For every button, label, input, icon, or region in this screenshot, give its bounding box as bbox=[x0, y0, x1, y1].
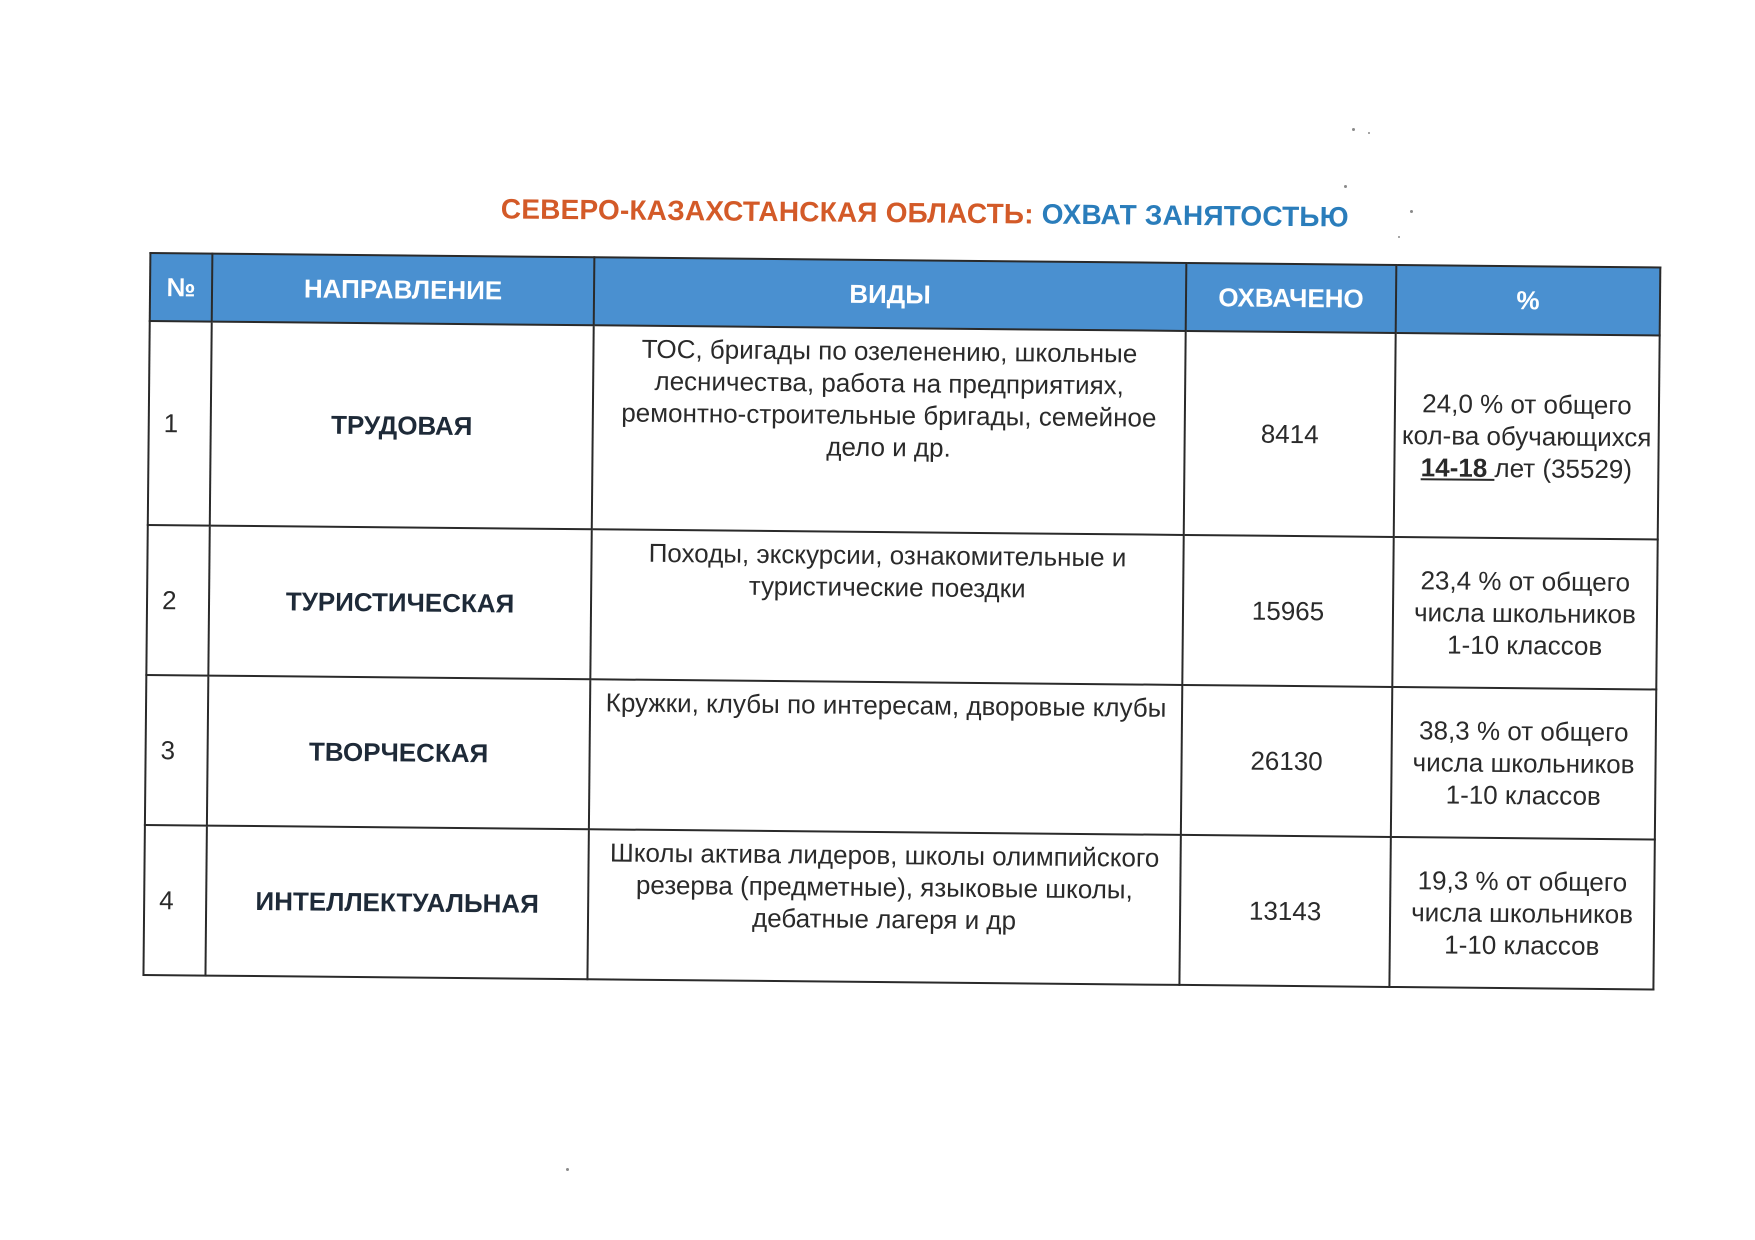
page-title bbox=[150, 190, 1660, 236]
scan-speck bbox=[1352, 128, 1355, 131]
row-direction: ТРУДОВАЯ bbox=[210, 322, 594, 530]
row-direction: ТВОРЧЕСКАЯ bbox=[207, 676, 590, 830]
percent-text-end: лет (35529) bbox=[1494, 452, 1633, 485]
percent-text: 24,0 % от общего кол-ва обучающихся bbox=[1401, 388, 1652, 453]
row-types: Школы актива лидеров, школы олимпийского резерва (предметные), языковые школы, дебатные лагеря и др bbox=[587, 829, 1180, 985]
row-num: 2 bbox=[146, 525, 209, 676]
table-row bbox=[143, 825, 1654, 989]
table-row bbox=[146, 525, 1657, 689]
header-direction: НАПРАВЛЕНИЕ bbox=[212, 254, 595, 326]
title-region: СЕВЕРО-КАЗАХСТАНСКАЯ ОБЛАСТЬ: bbox=[500, 193, 1034, 230]
scan-speck bbox=[1368, 132, 1370, 134]
row-num: 1 bbox=[148, 321, 212, 526]
employment-coverage-table bbox=[142, 252, 1661, 990]
row-num: 3 bbox=[145, 675, 208, 826]
row-percent bbox=[1394, 333, 1660, 540]
scan-speck bbox=[566, 1168, 569, 1171]
scan-speck bbox=[1344, 185, 1347, 188]
header-covered: ОХВАЧЕНО bbox=[1186, 263, 1397, 333]
header-num: № bbox=[150, 253, 213, 322]
row-percent: 23,4 % от общего числа школьников 1-10 классов bbox=[1392, 537, 1657, 690]
row-direction: ИНТЕЛЛЕКТУАЛЬНАЯ bbox=[205, 826, 588, 980]
title-topic: ОХВАТ ЗАНЯТОСТЬЮ bbox=[1041, 198, 1349, 233]
row-covered: 8414 bbox=[1184, 331, 1396, 537]
row-types: ТОС, бригады по озеленению, школьные лесничества, работа на предприятиях, ремонтно-строительные бригады, семейное дело и др. bbox=[592, 325, 1186, 535]
row-direction: ТУРИСТИЧЕСКАЯ bbox=[208, 526, 591, 680]
row-types: Кружки, клубы по интересам, дворовые клубы bbox=[589, 679, 1182, 835]
row-covered: 15965 bbox=[1182, 535, 1393, 687]
row-covered: 26130 bbox=[1181, 685, 1392, 837]
row-types: Походы, экскурсии, ознакомительные и туристические поездки bbox=[590, 529, 1183, 685]
percent-age-range: 14-18 bbox=[1420, 452, 1495, 483]
row-percent: 38,3 % от общего числа школьников 1-10 классов bbox=[1391, 687, 1656, 840]
document-body bbox=[142, 190, 1659, 990]
header-percent: % bbox=[1396, 265, 1661, 336]
row-percent: 19,3 % от общего числа школьников 1-10 классов bbox=[1389, 837, 1654, 990]
header-types: ВИДЫ bbox=[594, 257, 1187, 331]
table-row bbox=[145, 675, 1656, 839]
row-covered: 13143 bbox=[1179, 835, 1390, 987]
row-num: 4 bbox=[143, 825, 206, 976]
table-row bbox=[148, 321, 1660, 539]
